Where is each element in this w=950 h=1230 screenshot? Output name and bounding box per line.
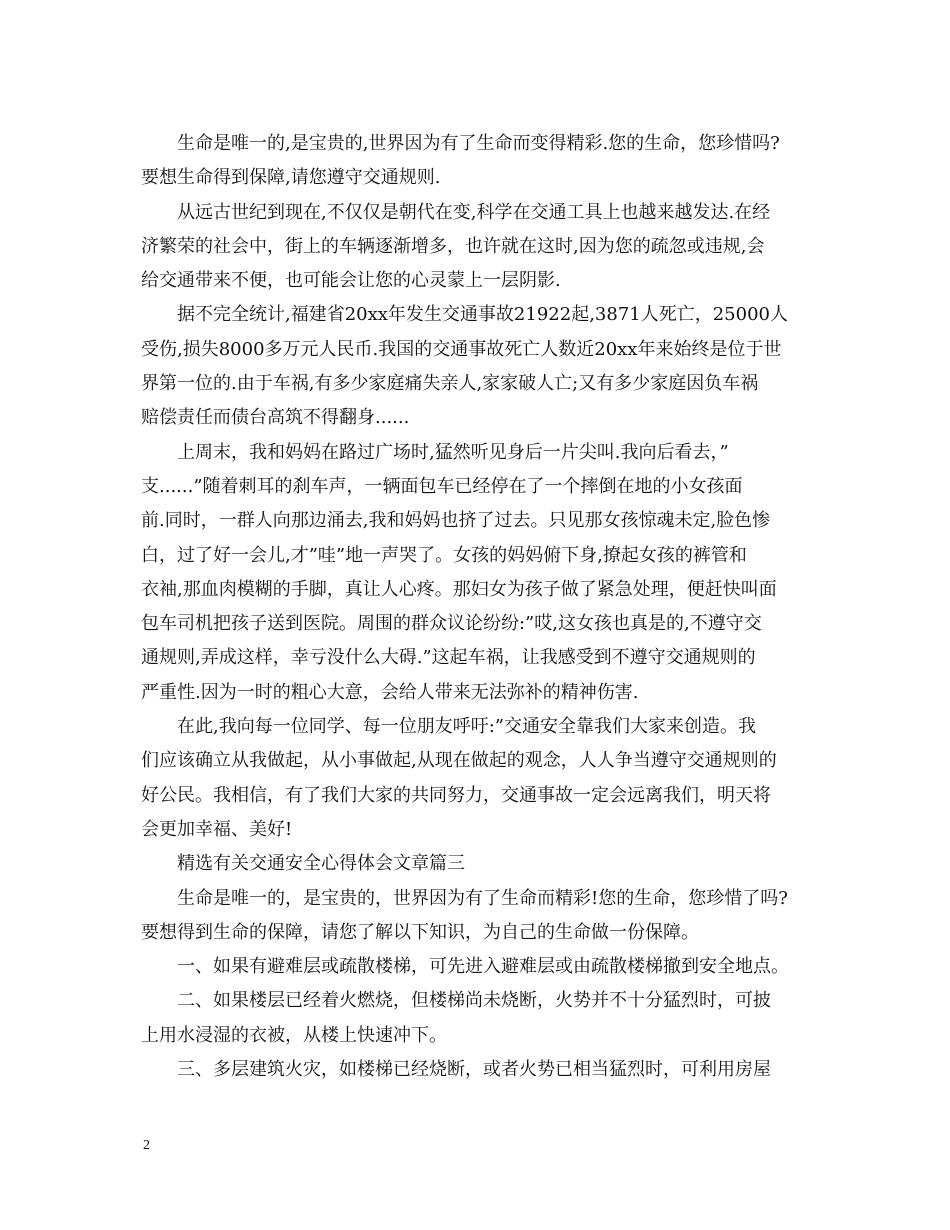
text-line: 要想生命得到保障,请您遵守交通规则.	[141, 167, 441, 189]
text-line: 生命是唯一的,是宝贵的,世界因为有了生命而变得精彩.您的生命，您珍惜吗?	[177, 133, 780, 154]
text-line: 给交通带来不便，也可能会让您的心灵蒙上一层阴影.	[141, 270, 561, 292]
text-line: 从远古世纪到现在,不仅仅是朝代在变,科学在交通工具上也越来越发达.在经	[177, 201, 771, 223]
text-line: 生命是唯一的，是宝贵的，世界因为有了生命而精彩!您的生命，您珍惜了吗?	[177, 887, 788, 909]
text-line: 前.同时，一群人向那边涌去,我和妈妈也挤了过去。只见那女孩惊魂未定,脸色惨	[141, 510, 771, 532]
text-line: 上用水浸湿的衣被，从楼上快速冲下。	[141, 1024, 447, 1046]
text-line: 赔偿责任而债台高筑不得翻身......	[141, 407, 410, 429]
text-line: 好公民。我相信，有了我们大家的共同努力，交通事故一定会远离我们，明天将	[141, 784, 771, 806]
text-line: 白，过了好一会儿,才”哇”地一声哭了。女孩的妈妈俯下身,撩起女孩的裤管和	[141, 544, 747, 566]
text-line: 们应该确立从我做起，从小事做起,从现在做起的观念，人人争当遵守交通规则的	[141, 750, 777, 772]
text-line: 济繁荣的社会中，街上的车辆逐渐增多，也许就在这时,因为您的疏忽或违规,会	[141, 235, 765, 257]
text-line: 会更加幸福、美好!	[141, 818, 293, 840]
text-line: 二、如果楼层已经着火燃烧，但楼梯尚未烧断，火势并不十分猛烈时，可披	[177, 990, 771, 1012]
text-line: 严重性.因为一时的粗心大意，会给人带来无法弥补的精神伤害.	[141, 681, 639, 703]
text-line: 据不完全统计,福建省20xx年发生交通事故21922起,3871人死亡，25000人	[177, 304, 788, 326]
text-line: 衣袖,那血肉模糊的手脚，真让人心疼。那妇女为孩子做了紧急处理，便赶快叫面	[141, 578, 777, 600]
text-line: 受伤,损失8000多万元人民币.我国的交通事故死亡人数近20xx年来始终是位于世	[141, 338, 782, 360]
page-number: 2	[143, 1138, 150, 1153]
text-line: 要想得到生命的保障，请您了解以下知识，为自己的生命做一份保障。	[141, 921, 699, 943]
text-line: 界第一位的.由于车祸,有多少家庭痛失亲人,家家破人亡;又有多少家庭因负车祸	[141, 373, 759, 395]
text-line: 精选有关交通安全心得体会文章篇三	[177, 853, 465, 875]
text-line: 上周末，我和妈妈在路过广场时,猛然听见身后一片尖叫.我向后看去，”	[177, 441, 729, 463]
text-line: 支......”随着刺耳的刹车声，一辆面包车已经停在了一个摔倒在地的小女孩面	[141, 475, 743, 497]
text-line: 三、多层建筑火灾，如楼梯已经烧断，或者火势已相当猛烈时，可利用房屋	[177, 1059, 771, 1081]
text-line: 包车司机把孩子送到医院。周围的群众议论纷纷:”哎,这女孩也真是的,不遵守交	[141, 613, 762, 635]
text-line: 通规则,弄成这样，幸亏没什么大碍.”这起车祸，让我感受到不遵守交通规则的	[141, 647, 756, 669]
document-body	[141, 127, 811, 1087]
text-line: 一、如果有避难层或疏散楼梯，可先进入避难层或由疏散楼梯撤到安全地点。	[177, 956, 789, 978]
text-line: 在此,我向每一位同学、每一位朋友呼吁:”交通安全靠我们大家来创造。我	[177, 716, 756, 738]
